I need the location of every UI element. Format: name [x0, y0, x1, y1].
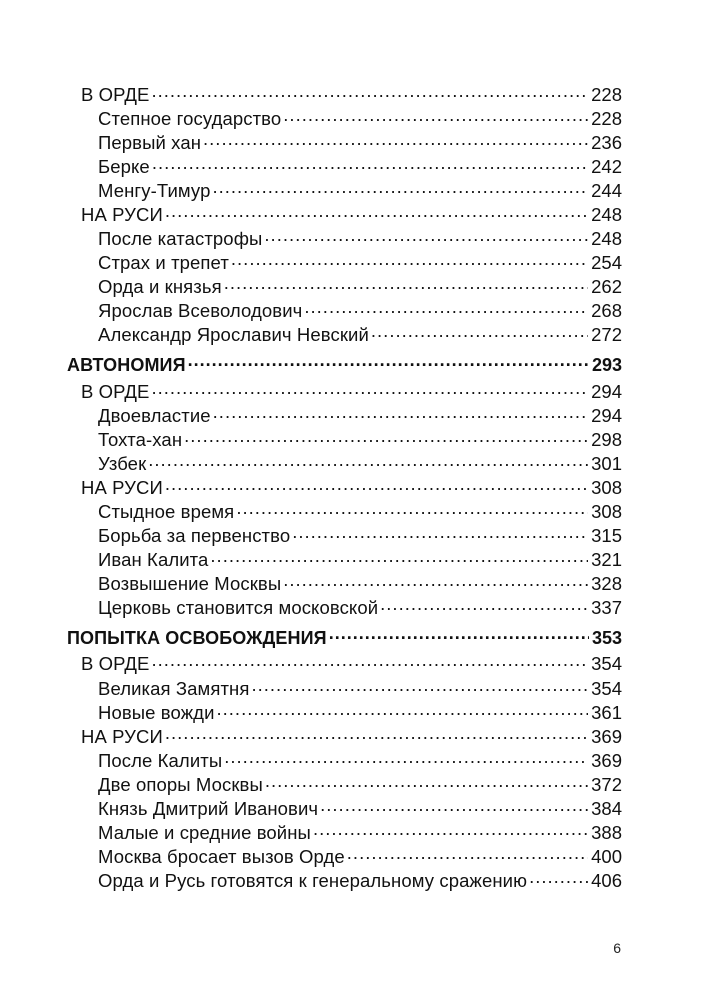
toc-entry-page: 337: [591, 597, 622, 619]
dot-leader: [151, 379, 588, 398]
toc-part-entry: [0, 347, 702, 378]
toc-entry-page: 406: [591, 870, 622, 892]
toc-entry-page: 268: [591, 300, 622, 322]
toc-entry-page: 293: [591, 355, 622, 376]
toc-entry-page: 328: [591, 573, 622, 595]
toc-section-entry: [0, 82, 702, 106]
toc-part-entry: [0, 620, 702, 651]
toc-entry-title: Иван Калита: [98, 549, 209, 571]
toc-chapter-entry: [0, 821, 702, 845]
dot-leader: [151, 82, 588, 101]
dot-leader: [165, 724, 588, 743]
toc-entry-page: 369: [591, 725, 622, 747]
toc-entry-title: В ОРДЕ: [81, 83, 150, 105]
toc-section-entry: [0, 202, 702, 226]
toc-chapter-entry: [0, 548, 702, 572]
toc-chapter-entry: [0, 845, 702, 869]
toc-entry-title: АВТОНОМИЯ: [67, 355, 186, 376]
toc-chapter-entry: [0, 500, 702, 524]
toc-section-entry: [0, 379, 702, 403]
toc-entry-page: 228: [591, 107, 622, 129]
toc-entry-title: Степное государство: [98, 107, 282, 129]
toc-entry-title: Узбек: [98, 452, 147, 474]
toc-entry-title: После Калиты: [98, 749, 223, 771]
dot-leader: [210, 548, 588, 567]
toc-entry-title: После катастрофы: [98, 228, 263, 250]
toc-entry-page: 369: [591, 749, 622, 771]
dot-leader: [283, 572, 588, 591]
dot-leader: [313, 821, 588, 840]
dot-leader: [264, 227, 588, 246]
toc-entry-page: 228: [591, 83, 622, 105]
toc-entry-title: Великая Замятня: [98, 677, 250, 699]
toc-entry-page: 321: [591, 549, 622, 571]
toc-chapter-entry: [0, 869, 702, 893]
toc-entry-page: 248: [591, 203, 622, 225]
toc-entry-title: Новые вожди: [98, 701, 215, 723]
toc-entry-title: В ОРДЕ: [81, 653, 150, 675]
toc-chapter-entry: [0, 106, 702, 130]
dot-leader: [292, 524, 588, 543]
toc-entry-title: Ярослав Всеволодович: [98, 300, 303, 322]
toc-entry-page: 354: [591, 653, 622, 675]
toc-entry-title: Москва бросает вызов Орде: [98, 846, 345, 868]
toc-entry-page: 361: [591, 701, 622, 723]
dot-leader: [212, 178, 588, 197]
toc-entry-title: Две опоры Москвы: [98, 773, 263, 795]
toc-entry-page: 294: [591, 404, 622, 426]
dot-leader: [213, 403, 588, 422]
toc-entry-page: 248: [591, 228, 622, 250]
dot-leader: [151, 652, 588, 671]
dot-leader: [231, 251, 588, 270]
dot-leader: [217, 700, 589, 719]
toc-entry-title: НА РУСИ: [81, 725, 163, 747]
toc-entry-page: 272: [591, 324, 622, 346]
table-of-contents: [0, 82, 702, 893]
toc-chapter-entry: [0, 403, 702, 427]
toc-chapter-entry: [0, 572, 702, 596]
toc-chapter-entry: [0, 275, 702, 299]
toc-entry-page: 242: [591, 155, 622, 177]
toc-chapter-entry: [0, 227, 702, 251]
toc-entry-page: 244: [591, 179, 622, 201]
dot-leader: [380, 596, 588, 615]
dot-leader: [148, 451, 588, 470]
toc-entry-title: Малые и средние войны: [98, 822, 311, 844]
dot-leader: [224, 748, 588, 767]
toc-entry-page: 400: [591, 846, 622, 868]
toc-entry-page: 315: [591, 525, 622, 547]
dot-leader: [529, 869, 588, 888]
dot-leader: [304, 299, 588, 318]
toc-chapter-entry: [0, 299, 702, 323]
toc-entry-title: Страх и трепет: [98, 252, 229, 274]
toc-entry-page: 372: [591, 773, 622, 795]
toc-entry-page: 262: [591, 276, 622, 298]
toc-chapter-entry: [0, 251, 702, 275]
page-number: 6: [613, 940, 621, 956]
toc-entry-title: Князь Дмитрий Иванович: [98, 798, 319, 820]
toc-chapter-entry: [0, 524, 702, 548]
toc-entry-title: Берке: [98, 155, 150, 177]
toc-entry-page: 294: [591, 380, 622, 402]
toc-entry-title: НА РУСИ: [81, 203, 163, 225]
toc-entry-title: Двоевластие: [98, 404, 211, 426]
dot-leader: [252, 676, 589, 695]
toc-entry-title: Орда и князья: [98, 276, 222, 298]
toc-entry-title: Борьба за первенство: [98, 525, 291, 547]
toc-chapter-entry: [0, 154, 702, 178]
toc-entry-page: 353: [591, 627, 622, 648]
toc-entry-title: Церковь становится московской: [98, 597, 379, 619]
toc-chapter-entry: [0, 596, 702, 620]
toc-chapter-entry: [0, 772, 702, 796]
toc-entry-title: НА РУСИ: [81, 476, 163, 498]
dot-leader: [283, 106, 588, 125]
toc-section-entry: [0, 652, 702, 676]
dot-leader: [329, 626, 589, 644]
toc-chapter-entry: [0, 451, 702, 475]
toc-chapter-entry: [0, 676, 702, 700]
toc-entry-page: 308: [591, 501, 622, 522]
dot-leader: [152, 154, 588, 173]
dot-leader: [236, 500, 588, 519]
dot-leader: [265, 772, 588, 791]
toc-entry-page: 298: [591, 428, 622, 450]
dot-leader: [347, 845, 588, 864]
toc-chapter-entry: [0, 427, 702, 451]
toc-entry-title: Александр Ярославич Невский: [98, 324, 369, 346]
toc-entry-page: 308: [591, 476, 622, 498]
toc-entry-title: Орда и Русь готовятся к генеральному сражению: [98, 870, 528, 892]
dot-leader: [165, 475, 588, 494]
toc-entry-page: 301: [591, 452, 622, 474]
toc-entry-page: 254: [591, 252, 622, 274]
dot-leader: [184, 427, 588, 446]
dot-leader: [203, 130, 588, 149]
dot-leader: [320, 797, 588, 816]
toc-entry-title: Первый хан: [98, 131, 202, 153]
dot-leader: [371, 323, 588, 342]
toc-section-entry: [0, 475, 702, 499]
toc-section-entry: [0, 724, 702, 748]
toc-entry-title: Стыдное время: [98, 501, 235, 522]
toc-entry-title: ПОПЫТКА ОСВОБОЖДЕНИЯ: [67, 627, 327, 648]
toc-entry-page: 388: [591, 822, 622, 844]
toc-chapter-entry: [0, 797, 702, 821]
toc-chapter-entry: [0, 130, 702, 154]
toc-chapter-entry: [0, 323, 702, 347]
toc-chapter-entry: [0, 700, 702, 724]
toc-entry-page: 354: [591, 677, 622, 699]
dot-leader: [165, 202, 588, 221]
toc-entry-page: 236: [591, 131, 622, 153]
toc-chapter-entry: [0, 748, 702, 772]
toc-entry-title: Тохта-хан: [98, 428, 183, 450]
toc-entry-title: Менгу-Тимур: [98, 179, 211, 201]
toc-chapter-entry: [0, 178, 702, 202]
dot-leader: [188, 353, 589, 371]
toc-entry-title: В ОРДЕ: [81, 380, 150, 402]
dot-leader: [224, 275, 588, 294]
toc-entry-page: 384: [591, 798, 622, 820]
toc-entry-title: Возвышение Москвы: [98, 573, 282, 595]
